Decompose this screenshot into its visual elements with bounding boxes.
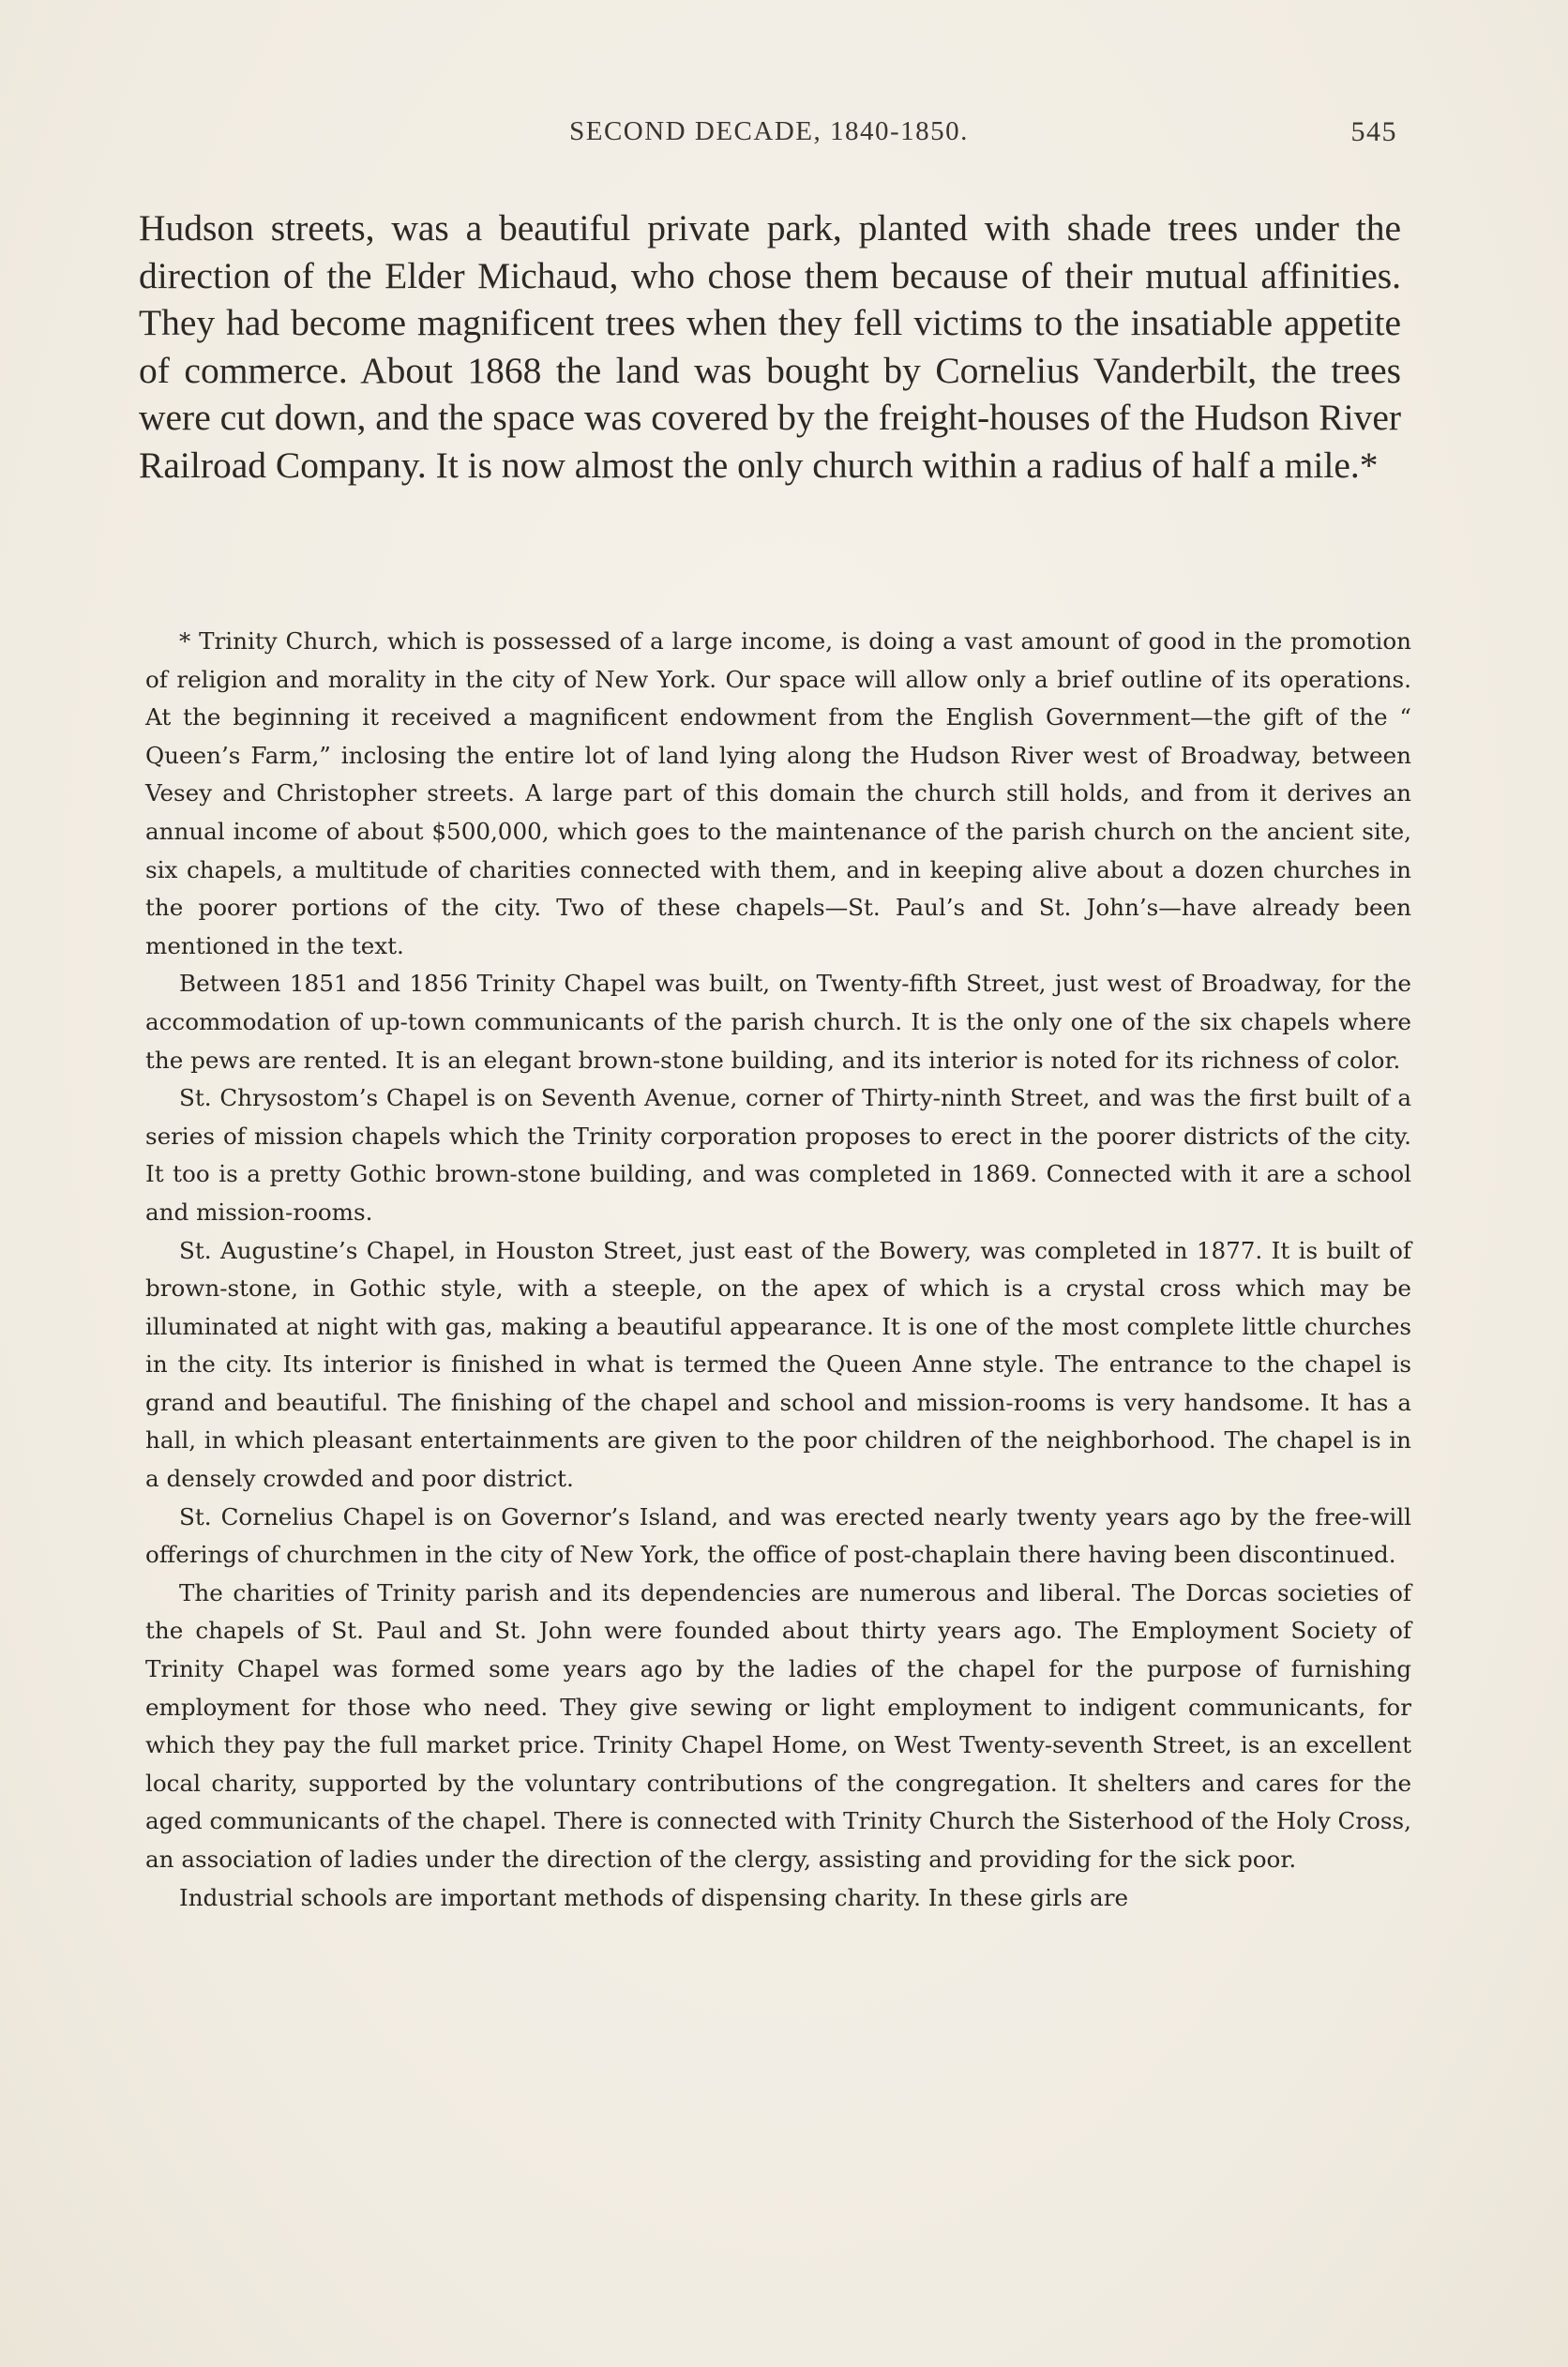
footnote-paragraph: Between 1851 and 1856 Trinity Chapel was built, on Twenty-fifth Street, just west of Broadway, for the accommodation of up-town communicants of the parish church. It is the only one of the six chapels where the pews are rented. It is an elegant brown-stone building, and its interior is noted for its richness of color. [145,970,1411,1074]
running-head-title: SECOND DECADE, 1840-1850. [569,116,969,146]
footnote-block [145,623,1411,1917]
footnote-paragraph: St. Chrysostom’s Chapel is on Seventh Avenue, corner of Thirty-ninth Street, and was the first built of a series of mission chapels which the Trinity corporation proposes to erect in the poorer districts of the city. It too is a pretty Gothic brown-stone building, and was completed in 1869. Connected with it are a school and mission-rooms. [145,1084,1411,1226]
footnote-paragraph: St. Cornelius Chapel is on Governor’s Island, and was erected nearly twenty years ago by the free-will offerings of churchmen in the city of New York, the office of post-chaplain there having been discontinued. [145,1502,1411,1569]
main-paragraph: Hudson streets, was a beautiful private park, planted with shade trees under the direction of the Elder Michaud, who chose them because of their mutual affinities. They had become magnificent trees when they fell victims to the insatiable appetite of commerce. About 1868 the land was bought by Cornelius Vanderbilt, the trees were cut down, and the space was covered by the freight-houses of the Hudson River Railroad Company. It is now almost the only church within a radius of half a mile.* [139,207,1401,486]
page-number: 545 [1350,116,1397,147]
footnote-paragraph: St. Augustine’s Chapel, in Houston Street, just east of the Bowery, was completed in 1877. It is built of brown-stone, in Gothic style, with a steeple, on the apex of which is a crystal cross which may be illuminated at night with gas, making a beautiful appearance. It is one of the most complete little churches in the city. Its interior is finished in what is termed the Queen Anne style. The entrance to the chapel is grand and beautiful. The finishing of the chapel and school and mission-rooms is very handsome. It has a hall, in which pleasant entertainments are given to the poor children of the neighborhood. The chapel is in a densely crowded and poor district. [145,1236,1411,1493]
footnote-paragraph: Industrial schools are important methods of dispensing charity. In these girls are [179,1883,1129,1911]
main-text [139,204,1401,489]
running-head [141,116,1397,163]
footnote-paragraph: The charities of Trinity parish and its dependencies are numerous and liberal. The Dorcas societies of the chapels of St. Paul and St. John were founded about thirty years ago. The Employment Society of Trinity Chapel was formed some years ago by the ladies of the chapel for the purpose of furnishing employment for those who need. They give sewing or light employment to indigent communicants, for which they pay the full market price. Trinity Chapel Home, on West Twenty-seventh Street, is an excellent local charity, supported by the voluntary contributions of the congregation. It shelters and cares for the aged communicants of the chapel. There is connected with Trinity Church the Sisterhood of the Holy Cross, an association of ladies under the direction of the clergy, assisting and providing for the sick poor. [145,1578,1411,1873]
footnote-paragraph: * Trinity Church, which is possessed of a large income, is doing a vast amount of good in the promotion of religion and morality in the city of New York. Our space will allow only a brief outline of its operations. At the beginning it received a magnificent endowment from the English Government—the gift of the “ Queen’s Farm,” inclosing the entire lot of land lying along the Hudson River west of Broadway, between Vesey and Christopher streets. A large part of this domain the church still holds, and from it derives an annual income of about $500,000, which goes to the maintenance of the parish church on the ancient site, six chapels, a multitude of charities connected with them, and in keeping alive about a dozen churches in the poorer portions of the city. Two of these chapels—St. Paul’s and St. John’s—have already been mentioned in the text. [145,627,1411,959]
